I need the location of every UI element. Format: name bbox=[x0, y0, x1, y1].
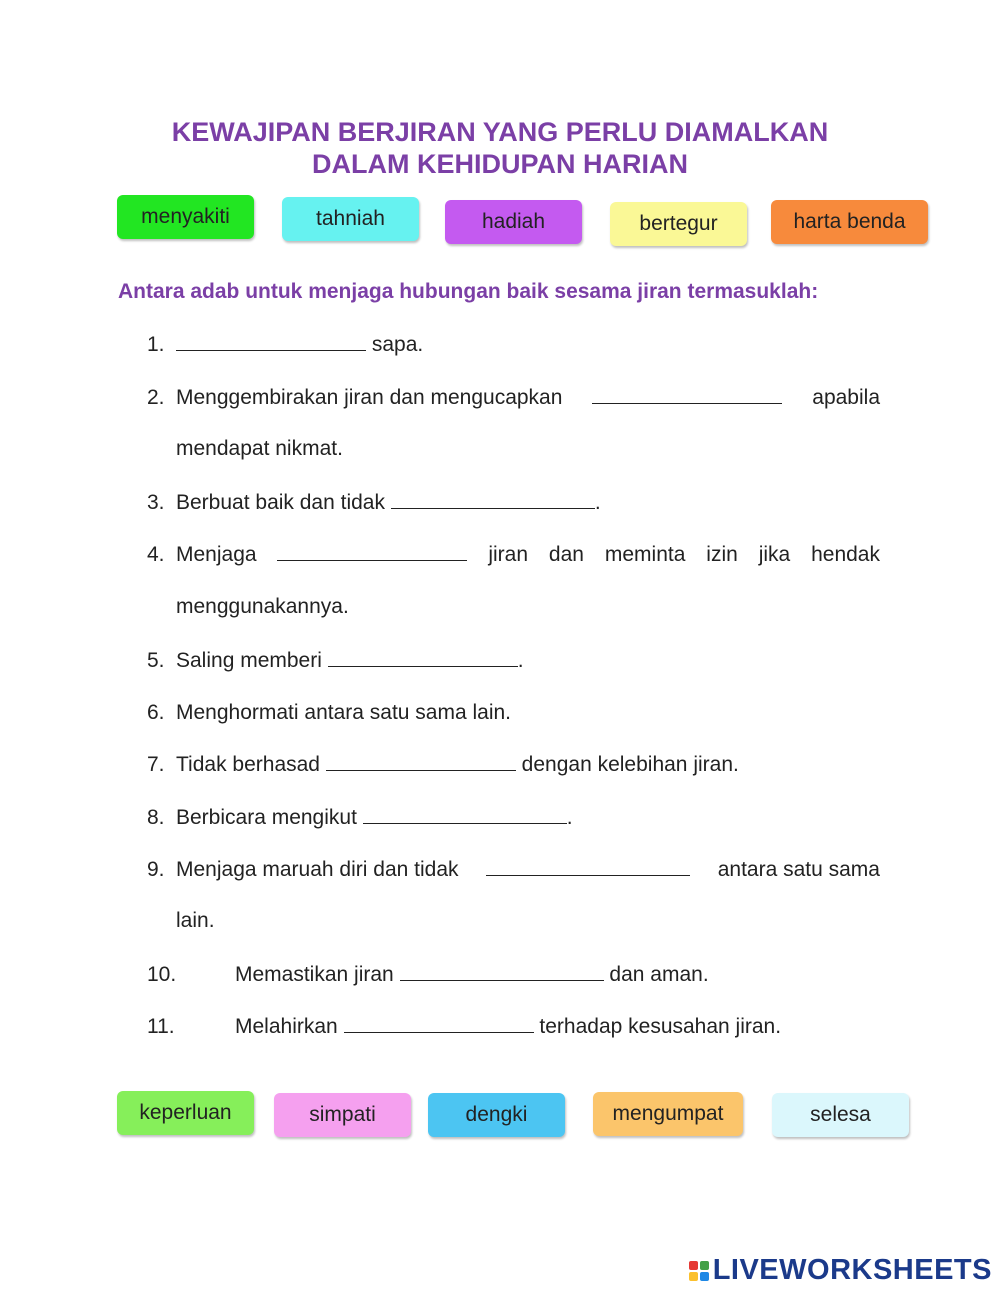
blank-8[interactable] bbox=[363, 805, 567, 824]
liveworksheets-logo-icon bbox=[689, 1261, 709, 1281]
liveworksheets-logo: LIVEWORKSHEETS bbox=[689, 1254, 992, 1287]
word-tile-menyakiti[interactable]: menyakiti bbox=[117, 195, 254, 239]
word-tile-mengumpat[interactable]: mengumpat bbox=[593, 1092, 743, 1136]
blank-5[interactable] bbox=[328, 648, 518, 667]
blank-4[interactable] bbox=[277, 542, 467, 561]
item-number: 1. bbox=[147, 333, 165, 356]
item-number: 7. bbox=[147, 753, 165, 776]
word-tile-selesa[interactable]: selesa bbox=[772, 1093, 909, 1137]
item-number: 8. bbox=[147, 806, 165, 829]
word-tile-simpati[interactable]: simpati bbox=[274, 1093, 411, 1137]
item-number: 3. bbox=[147, 491, 165, 514]
item-number: 9. bbox=[147, 858, 165, 881]
word-tile-tahniah[interactable]: tahniah bbox=[282, 197, 419, 241]
word-tile-dengki[interactable]: dengki bbox=[428, 1093, 565, 1137]
item-number: 4. bbox=[147, 543, 165, 566]
blank-10[interactable] bbox=[400, 962, 604, 981]
blank-7[interactable] bbox=[326, 752, 516, 771]
blank-1[interactable] bbox=[176, 332, 366, 351]
item-number: 5. bbox=[147, 649, 165, 672]
blank-2[interactable] bbox=[592, 385, 782, 404]
word-tile-keperluan[interactable]: keperluan bbox=[117, 1091, 254, 1135]
word-tile-harta-benda[interactable]: harta benda bbox=[771, 200, 928, 244]
blank-9[interactable] bbox=[486, 857, 690, 876]
page-title: KEWAJIPAN BERJIRAN YANG PERLU DIAMALKAN DALAM KEHIDUPAN HARIAN bbox=[171, 117, 829, 179]
item-number: 10. bbox=[147, 963, 177, 986]
item-2-continuation: mendapat nikmat. bbox=[176, 437, 343, 460]
blank-3[interactable] bbox=[391, 490, 595, 509]
item-number: 11. bbox=[147, 1015, 175, 1038]
instruction-text: Antara adab untuk menjaga hubungan baik sesama jiran termasuklah: bbox=[118, 280, 819, 303]
item-number: 2. bbox=[147, 386, 165, 409]
word-tile-bertegur[interactable]: bertegur bbox=[610, 202, 747, 246]
blank-11[interactable] bbox=[344, 1014, 534, 1033]
item-4-continuation: menggunakannya. bbox=[176, 595, 349, 618]
item-number: 6. bbox=[147, 701, 165, 724]
item-9-continuation: lain. bbox=[176, 909, 215, 932]
word-tile-hadiah[interactable]: hadiah bbox=[445, 200, 582, 244]
